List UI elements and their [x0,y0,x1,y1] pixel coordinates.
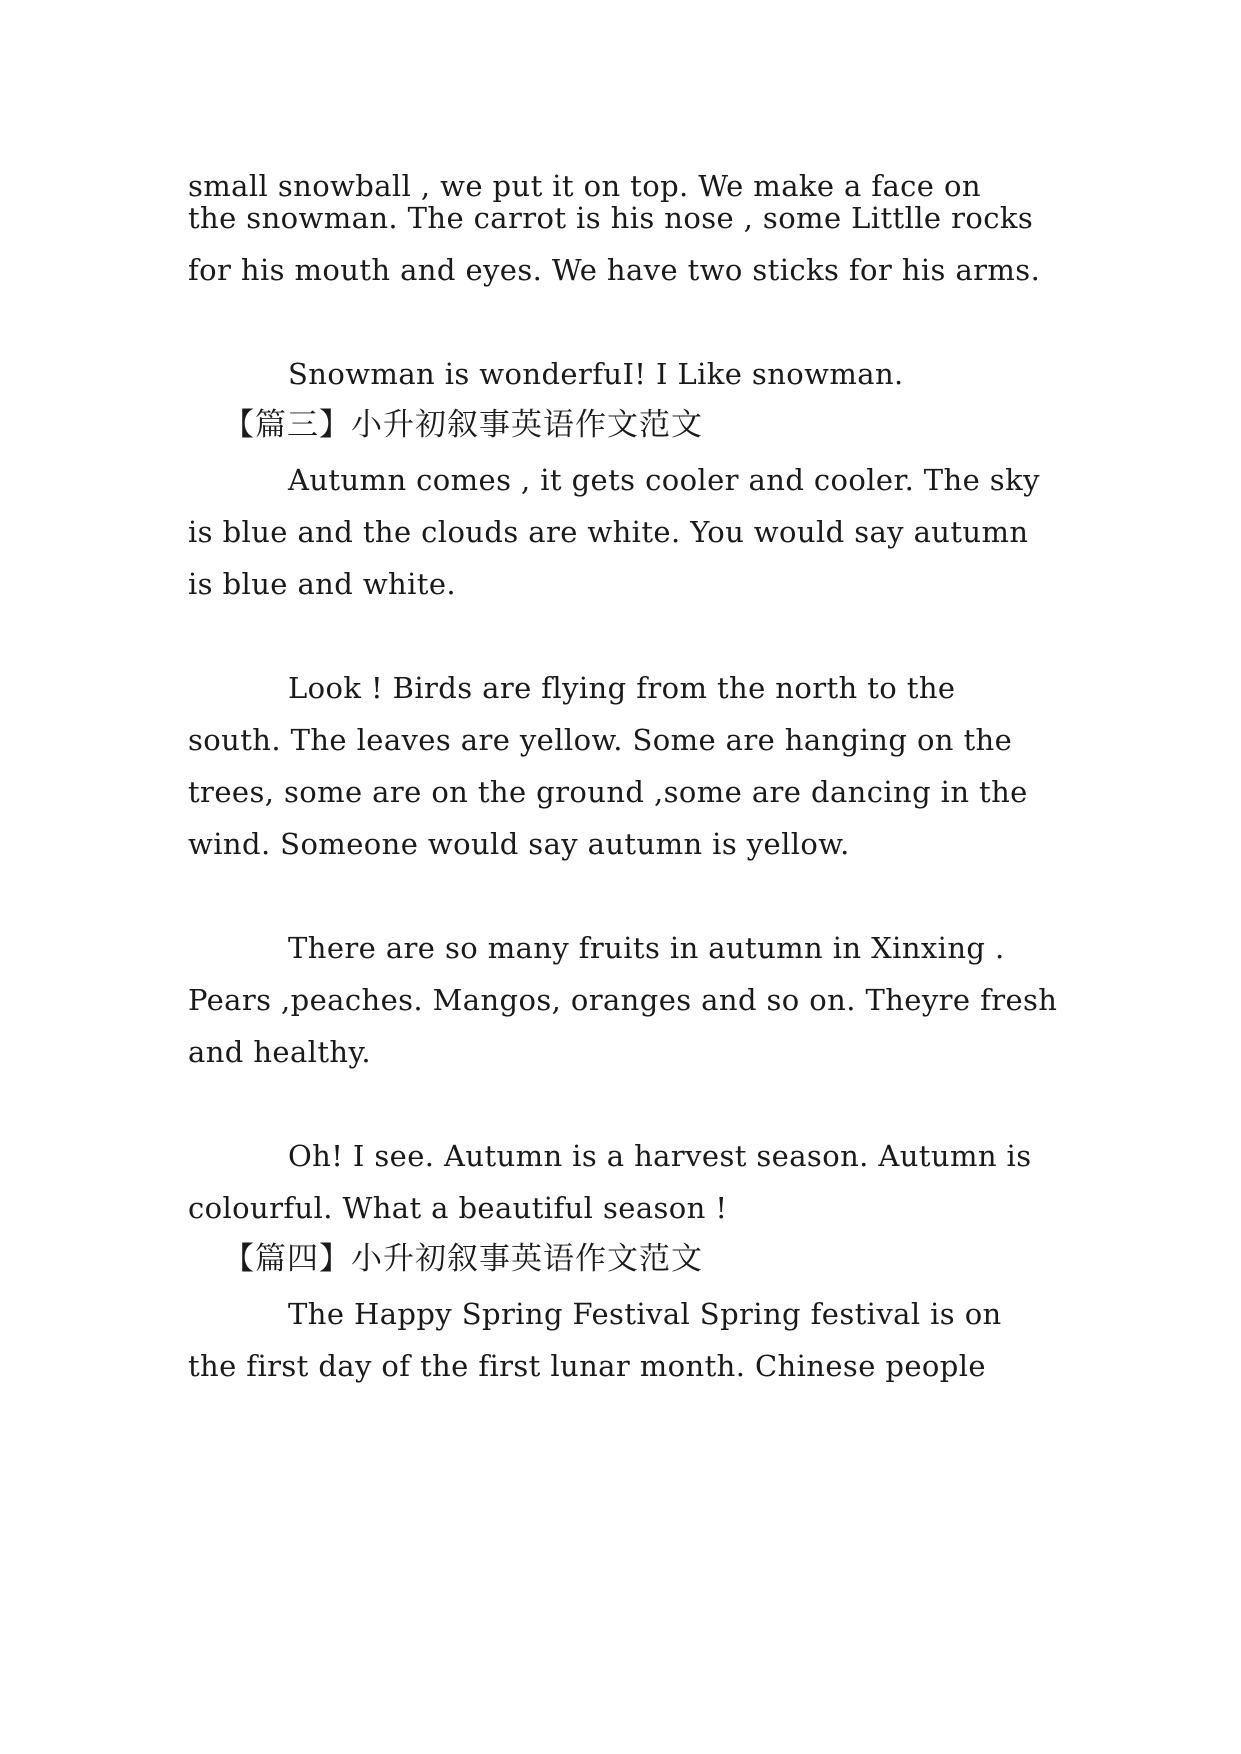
text-line: Snowman is wonderfuI! I Like snowman. [288,357,904,391]
text-line: Look ! Birds are flying from the north to the [288,671,956,705]
text-line: There are so many fruits in autumn in Xinxing . [288,931,1005,965]
text-line: trees, some are on the ground ,some are dancing in the [188,775,1028,809]
text-line: Pears ,peaches. Mangos, oranges and so on. Theyre fresh [188,983,1058,1017]
text-line: is blue and the clouds are white. You would say autumn [188,515,1029,549]
text-line: and healthy. [188,1035,372,1069]
section-heading: 【篇三】小升初叙事英语作文范文 [223,407,703,443]
text-line: is blue and white. [188,567,457,601]
text-line: for his mouth and eyes. We have two sticks for his arms. [188,253,1041,287]
section-heading: 【篇四】小升初叙事英语作文范文 [223,1241,703,1277]
text-line: Oh! I see. Autumn is a harvest season. Autumn is [288,1139,1032,1173]
text-line: small snowball , we put it on top. We make a face on [188,169,981,203]
text-line: the first day of the first lunar month. Chinese people [188,1349,986,1383]
text-line: the snowman. The carrot is his nose , some Littlle rocks [188,201,1034,235]
text-line: south. The leaves are yellow. Some are hanging on the [188,723,1013,757]
text-line: The Happy Spring Festival Spring festival is on [288,1297,1002,1331]
text-line: wind. Someone would say autumn is yellow. [188,827,850,861]
text-line: colourful. What a beautiful season ! [188,1191,728,1225]
text-line: Autumn comes , it gets cooler and cooler. The sky [288,463,1040,497]
